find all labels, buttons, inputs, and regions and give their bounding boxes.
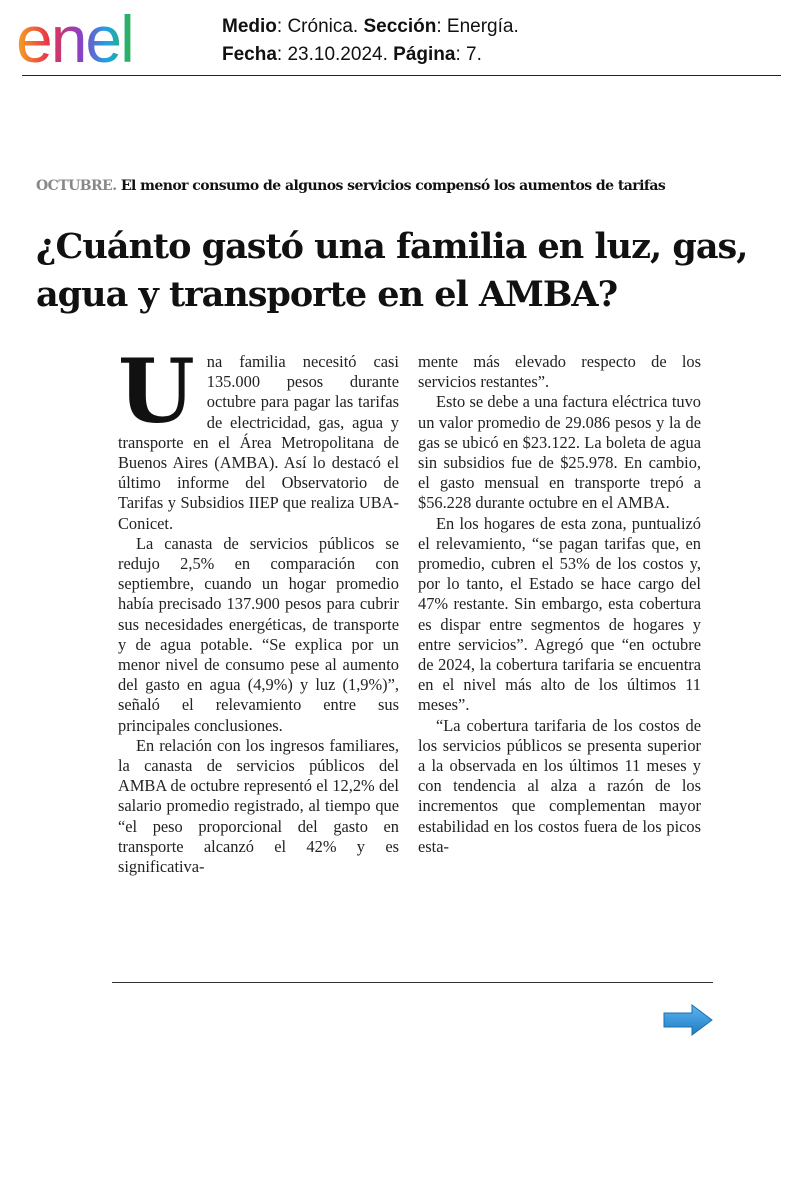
paragraph: En los hogares de esta zona, puntualizó el relevamiento, “se pagan tarifas que, en promedio, cubren el 53% de los costos y, por lo tanto, el Estado se hace cargo del 47% restante. Sin embargo, esta cobertura es dispar entre segmentos de hogares y entre servicios”. Agregó que “en octubre de 2024, la cobertura tarifaria se encuentra en el nivel más alto de los últimos 11 meses”. bbox=[418, 513, 701, 715]
paragraph: En relación con los ingresos familiares, la canasta de servicios públicos del AMBA de octubre representó el 12,2% del salario promedio registrado, al tiempo que “el peso proporcional del gasto en transporte alcanzó el 42% y es significativa- bbox=[118, 735, 399, 877]
pagina-value: : 7. bbox=[455, 44, 482, 65]
meta-line-2 bbox=[222, 41, 519, 69]
header-divider bbox=[22, 75, 781, 76]
paragraph: “La cobertura tarifaria de los costos de los servicios públicos se presenta superior a la observada en los últimos 11 meses y con tendencia al alza a razón de los incrementos que complementan mayor estabilidad en los costos fuera de los picos esta- bbox=[418, 715, 701, 856]
paragraph: Esto se debe a una factura eléctrica tuvo un valor promedio de 29.086 pesos y la de gas se ubicó en $23.122. La boleta de agua sin subsidios fue de $25.978. En cambio, el gasto mensual en transporte trepó a $56.228 durante octubre en el AMBA. bbox=[418, 392, 701, 513]
medio-label: Medio bbox=[222, 16, 277, 37]
article-column-1 bbox=[118, 339, 399, 877]
paragraph: La canasta de servicios públicos se redujo 2,5% en comparación con septiembre, cuando un hogar promedio había precisado 137.900 pesos para cubrir sus necesidades energéticas, de transporte y de agua potable. “Se explica por un menor nivel de consumo pese al aumento del gasto en agua (4,9%) y luz (1,9%)”, señaló el relevamiento entre sus principales conclusiones. bbox=[118, 533, 399, 735]
article-headline: ¿Cuánto gastó una familia en luz, gas, agua y transporte en el AMBA? bbox=[36, 226, 748, 315]
seccion-value: : Energía. bbox=[436, 16, 519, 37]
drop-cap: U bbox=[118, 339, 195, 443]
paragraph bbox=[118, 339, 399, 534]
medio-value: : Crónica. bbox=[276, 16, 364, 37]
kicker-text: El menor consumo de algunos servicios compensó los aumentos de tarifas bbox=[116, 178, 666, 194]
paragraph: mente más elevado respecto de los servicios restantes”. bbox=[418, 352, 701, 392]
enel-logo bbox=[14, 4, 194, 74]
pagina-label: Página bbox=[393, 44, 456, 65]
fecha-value: : 23.10.2024. bbox=[276, 44, 394, 65]
logo-text: enel bbox=[16, 4, 133, 74]
meta-line-1 bbox=[222, 13, 519, 41]
article-bottom-divider bbox=[112, 982, 713, 983]
article-kicker bbox=[36, 178, 665, 194]
arrow-right-icon[interactable] bbox=[662, 1004, 714, 1036]
kicker-tag: OCTUBRE. bbox=[36, 178, 117, 194]
article-column-2 bbox=[418, 352, 701, 857]
document-meta bbox=[222, 13, 519, 69]
seccion-label: Sección bbox=[363, 16, 437, 37]
fecha-label: Fecha bbox=[222, 44, 277, 65]
paragraph-text: na familia necesitó casi 135.000 pesos durante octubre para pagar las tarifas de electricidad, gas, agua y transporte en el Área Metropolitana de Buenos Aires (AMBA). Así lo destacó el último informe del Observatorio de Tarifas y Subsidios IIEP que realiza UBA-Conicet. bbox=[118, 352, 399, 533]
